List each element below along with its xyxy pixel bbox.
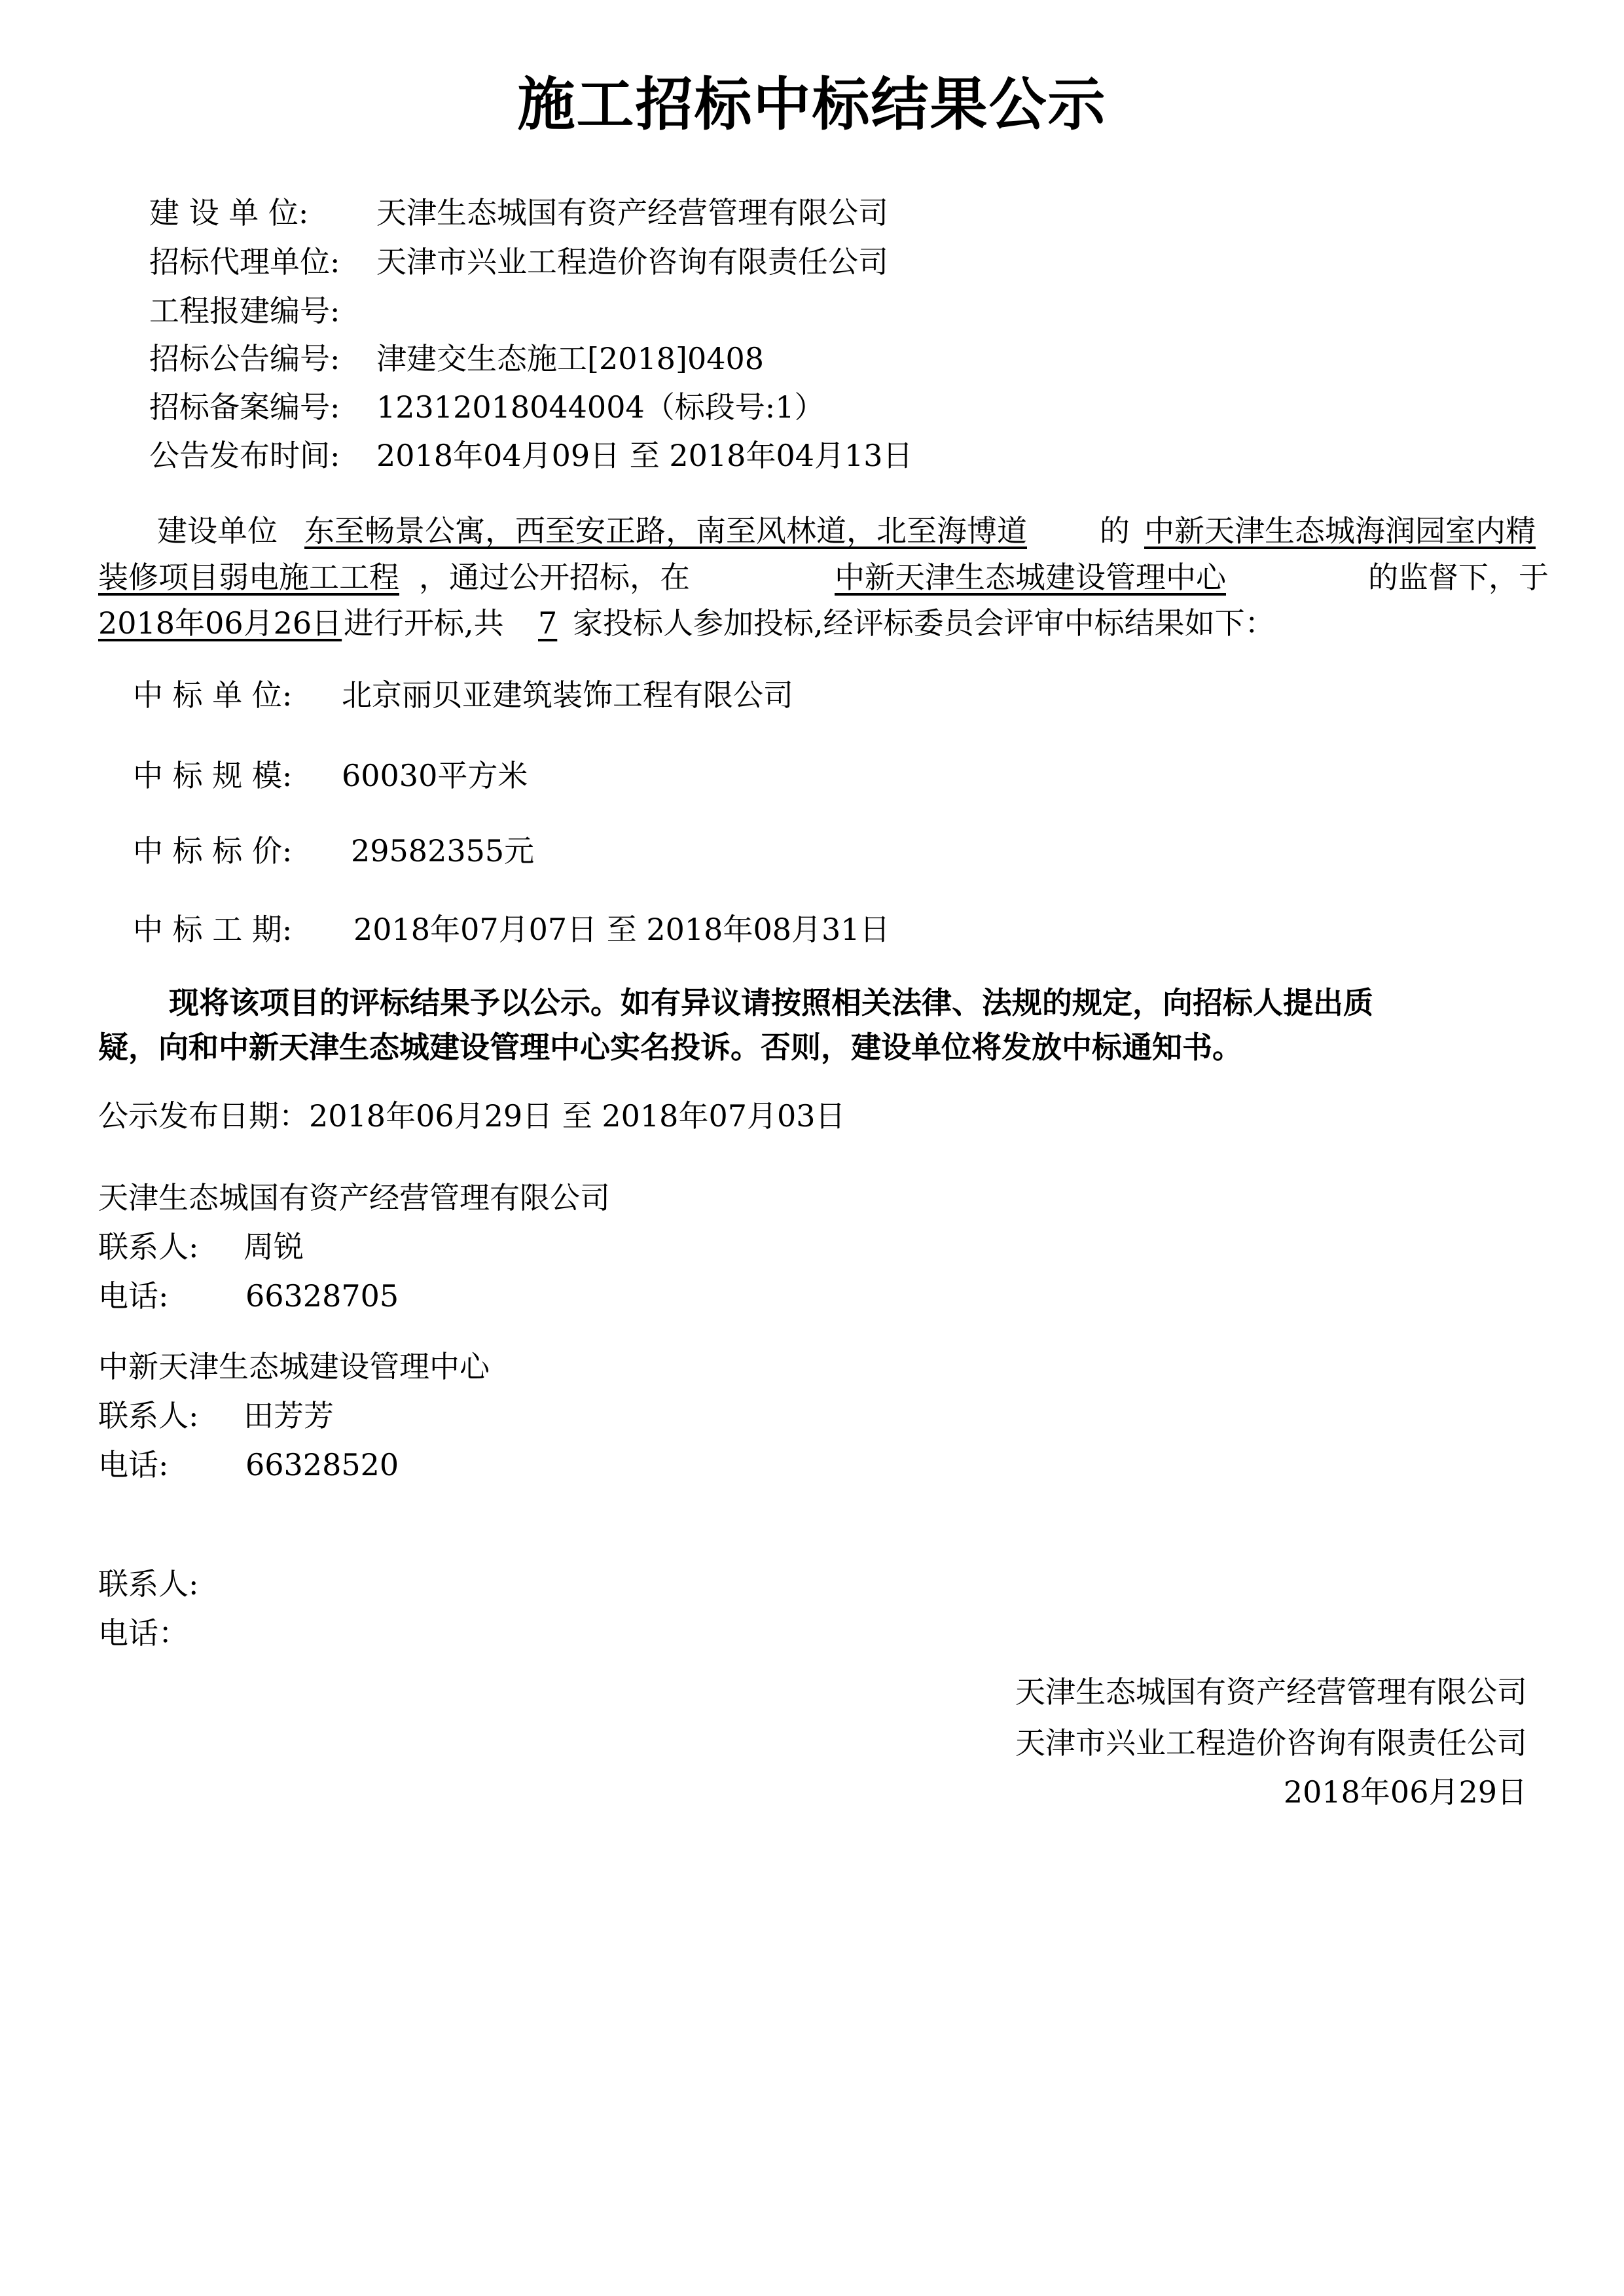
- blank-contact-person-label: 联系人:: [98, 1566, 199, 1602]
- contact-phone-label: 电话:: [98, 1447, 169, 1482]
- contact-person: 周锐: [244, 1229, 304, 1265]
- p1-project-part2: 装修项目弱电施工工程: [98, 560, 399, 595]
- notice-no-value: 津建交生态施工[2018]0408: [376, 341, 765, 376]
- contact-person-label: 联系人:: [98, 1229, 199, 1265]
- p1-text-e: 进行开标,共: [344, 605, 504, 641]
- contact-org: 天津生态城国有资产经营管理有限公司: [98, 1180, 610, 1215]
- contact-phone: 66328705: [245, 1278, 399, 1314]
- price-label: 中 标 标 价:: [133, 833, 293, 869]
- publish-time-value: 2018年04月09日 至 2018年04月13日: [376, 438, 913, 473]
- signature-org-1: 天津生态城国有资产经营管理有限公司: [1015, 1674, 1527, 1710]
- p1-project-part1: 中新天津生态城海润园室内精: [1144, 513, 1536, 548]
- period-value: 2018年07月07日 至 2018年08月31日: [353, 912, 890, 947]
- contact-person: 田芳芳: [244, 1398, 334, 1433]
- notice-no-label: 招标公告编号:: [149, 341, 340, 376]
- contact-person-label: 联系人:: [98, 1398, 199, 1433]
- publish-time-label: 公告发布时间:: [149, 438, 340, 473]
- contact-phone-label: 电话:: [98, 1278, 169, 1314]
- notice-line-2: 疑，向和中新天津生态城建设管理中心实名投诉。否则，建设单位将发放中标通知书。: [98, 1030, 1242, 1065]
- record-no-value: 12312018044004（标段号:1）: [376, 389, 825, 425]
- scale-label: 中 标 规 模:: [133, 758, 293, 793]
- page-title: 施工招标中标结果公示: [517, 71, 1107, 138]
- p1-bidders: 7: [538, 605, 558, 641]
- notice-line-1: 现将该项目的评标结果予以公示。如有异议请按照相关法律、法规的规定，向招标人提出质: [169, 985, 1373, 1020]
- p1-text-b: 的: [1100, 513, 1130, 548]
- agent-label: 招标代理单位:: [149, 244, 340, 279]
- p1-open-date: 2018年06月26日: [98, 605, 342, 641]
- winner-label: 中 标 单 位:: [133, 677, 293, 713]
- blank-contact-phone-label: 电话：: [98, 1615, 189, 1651]
- construction-unit-label: 建 设 单 位:: [149, 195, 309, 230]
- price-value: 29582355元: [351, 833, 535, 869]
- contact-org: 中新天津生态城建设管理中心: [98, 1349, 490, 1384]
- agent-value: 天津市兴业工程造价咨询有限责任公司: [376, 244, 888, 279]
- p1-supervisor: 中新天津生态城建设管理中心: [835, 560, 1226, 595]
- p1-text-a: 建设单位: [157, 513, 278, 548]
- project-no-label: 工程报建编号:: [149, 293, 340, 329]
- p1-text-c: ，通过公开招标，在: [419, 560, 690, 595]
- scale-value: 60030平方米: [342, 758, 528, 793]
- publicity-date: 公示发布日期：2018年06月29日 至 2018年07月03日: [98, 1098, 846, 1134]
- signature-org-2: 天津市兴业工程造价咨询有限责任公司: [1015, 1725, 1527, 1761]
- p1-location: 东至畅景公寓，西至安正路，南至风林道，北至海博道: [304, 513, 1027, 548]
- p1-text-f: 家投标人参加投标,经评标委员会评审中标结果如下：: [573, 605, 1275, 641]
- p1-text-d: 的监督下，于: [1368, 560, 1549, 595]
- contact-phone: 66328520: [245, 1447, 399, 1482]
- winner-value: 北京丽贝亚建筑装饰工程有限公司: [342, 677, 793, 713]
- construction-unit-value: 天津生态城国有资产经营管理有限公司: [376, 195, 888, 230]
- period-label: 中 标 工 期:: [133, 912, 293, 947]
- signature-date: 2018年06月29日: [1283, 1774, 1527, 1810]
- record-no-label: 招标备案编号:: [149, 389, 340, 425]
